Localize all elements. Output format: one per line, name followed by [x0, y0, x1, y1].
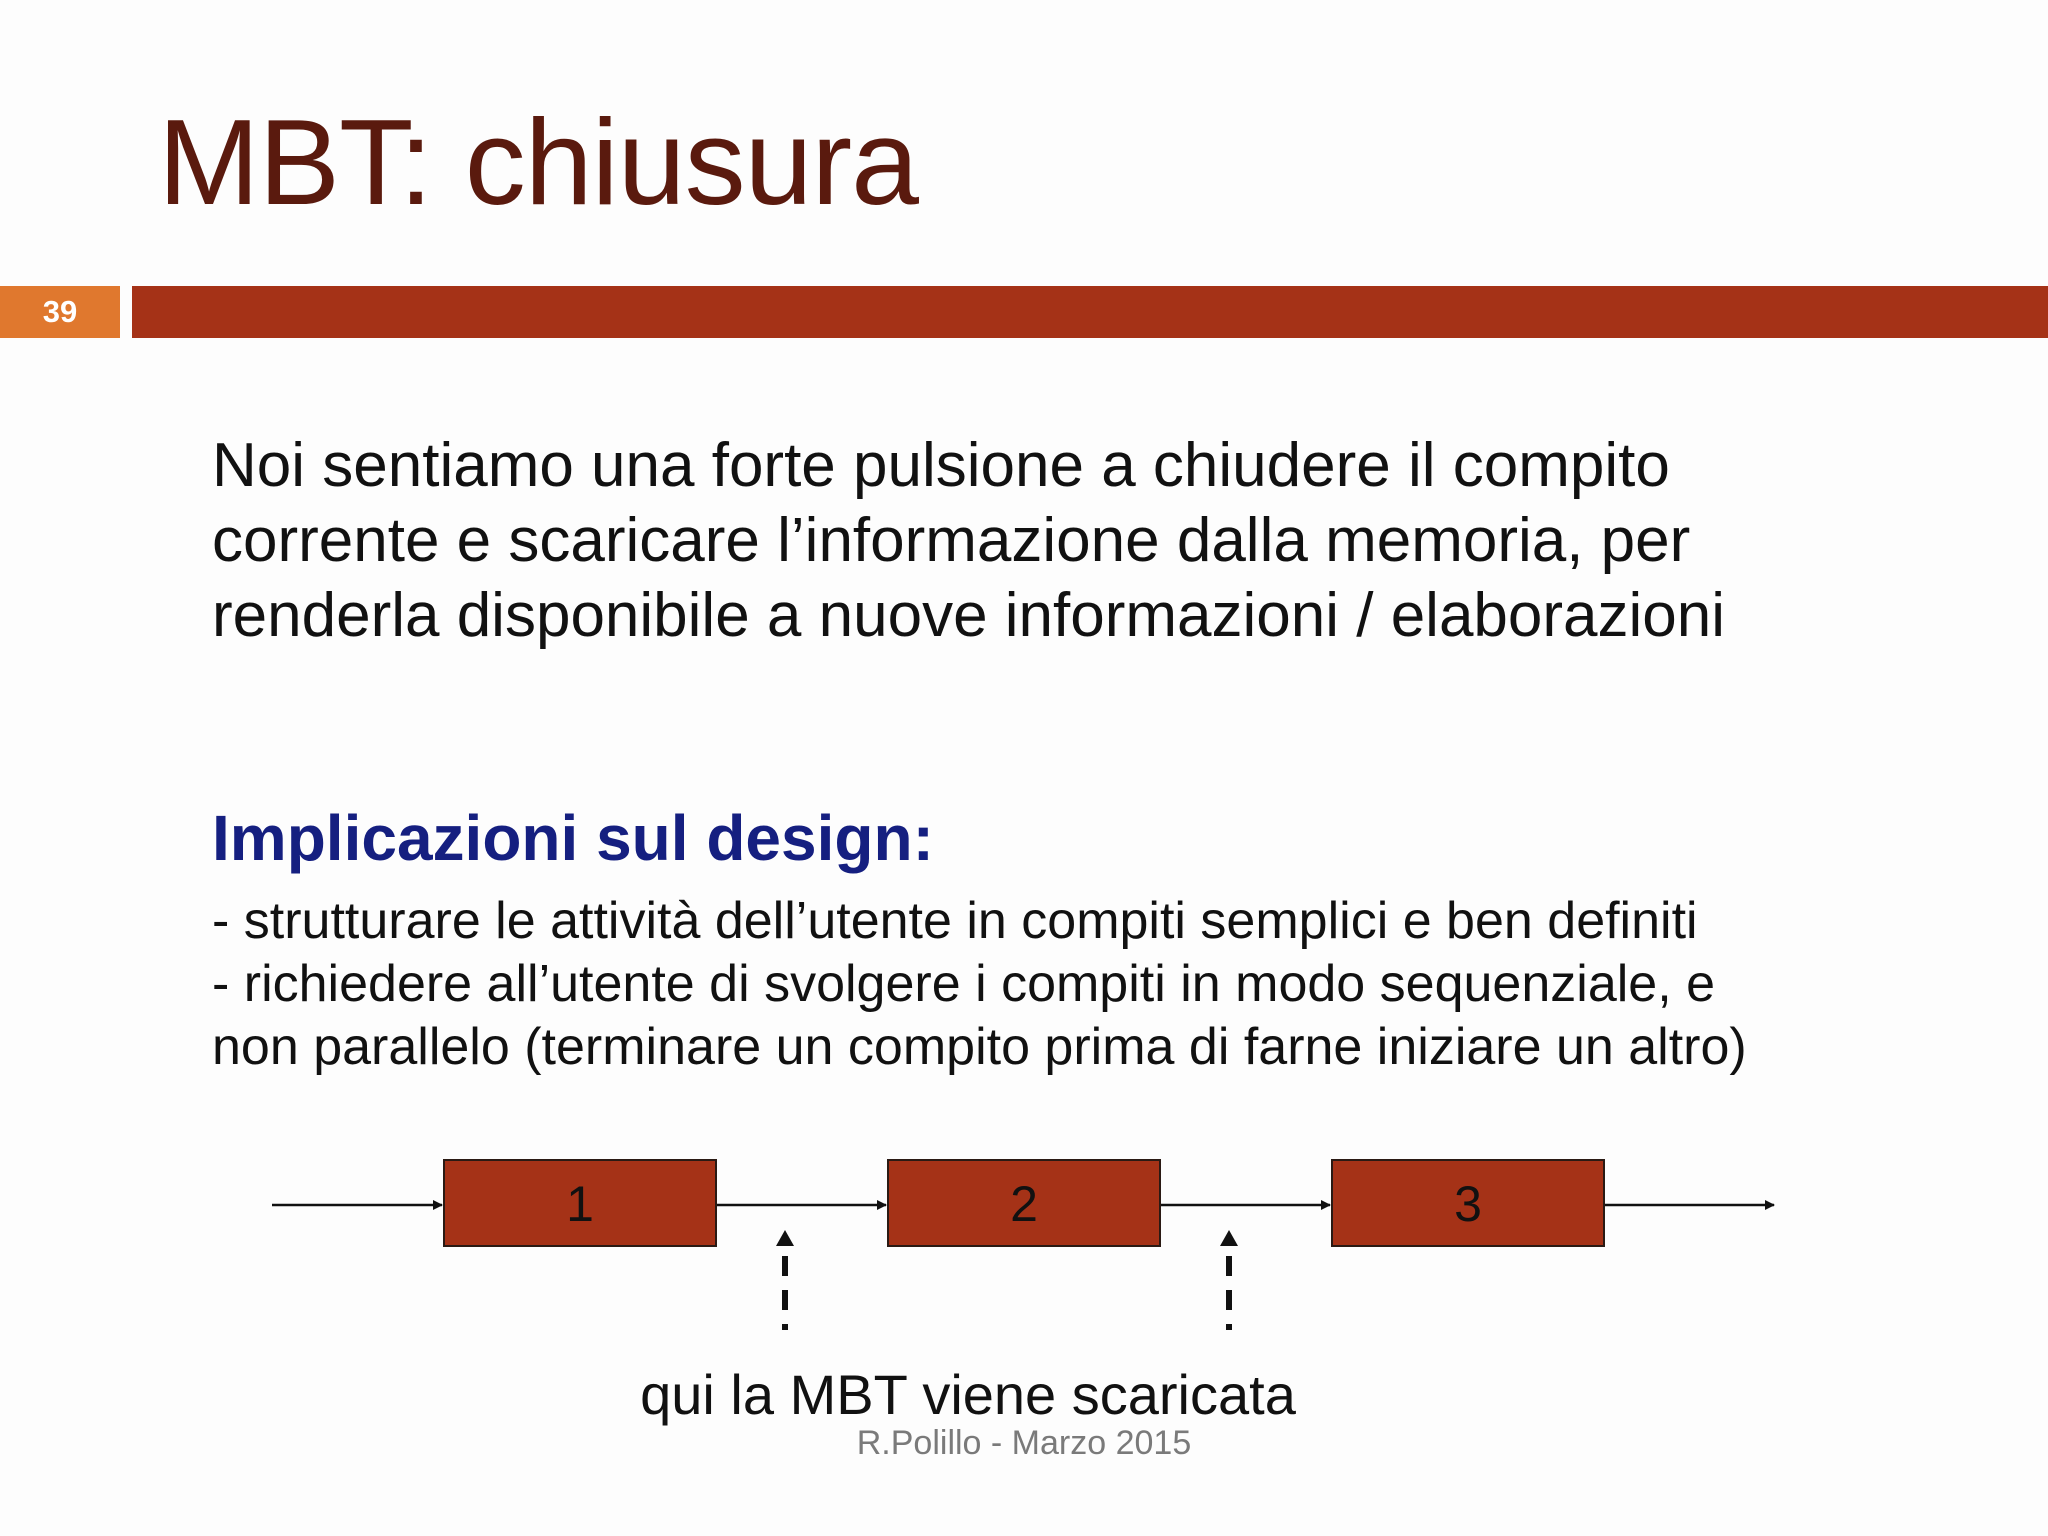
release-arrow-2	[1220, 1230, 1238, 1330]
slide-footer: R.Polillo - Marzo 2015	[856, 1424, 1192, 1462]
implications-heading: Implicazioni sul design:	[212, 802, 934, 874]
paragraph-line: renderla disponibile a nuove informazioni / elaborazioni	[212, 581, 1726, 650]
paragraph-line: Noi sentiamo una forte pulsione a chiudere il compito	[212, 431, 1670, 500]
task-box-1	[444, 1160, 716, 1246]
release-arrow-1	[776, 1230, 794, 1330]
task-box-label: 1	[566, 1176, 594, 1232]
task-box-label: 3	[1454, 1176, 1482, 1232]
list-item: - richiedere all’utente di svolgere i compiti in modo sequenziale, e	[212, 955, 1716, 1013]
slide-title: MBT: chiusura	[158, 94, 918, 230]
task-box-3	[1332, 1160, 1604, 1246]
page-number-badge: 39	[0, 286, 120, 338]
paragraph-line: corrente e scaricare l’informazione dalla memoria, per	[212, 506, 1691, 575]
task-box-2	[888, 1160, 1160, 1246]
diagram-caption: qui la MBT viene scaricata	[640, 1363, 1296, 1426]
list-item: - strutturare le attività dell’utente in compiti semplici e ben definiti	[212, 892, 1698, 950]
task-box-label: 2	[1010, 1176, 1038, 1232]
list-item: non parallelo (terminare un compito prima di farne iniziare un altro)	[212, 1018, 1747, 1076]
